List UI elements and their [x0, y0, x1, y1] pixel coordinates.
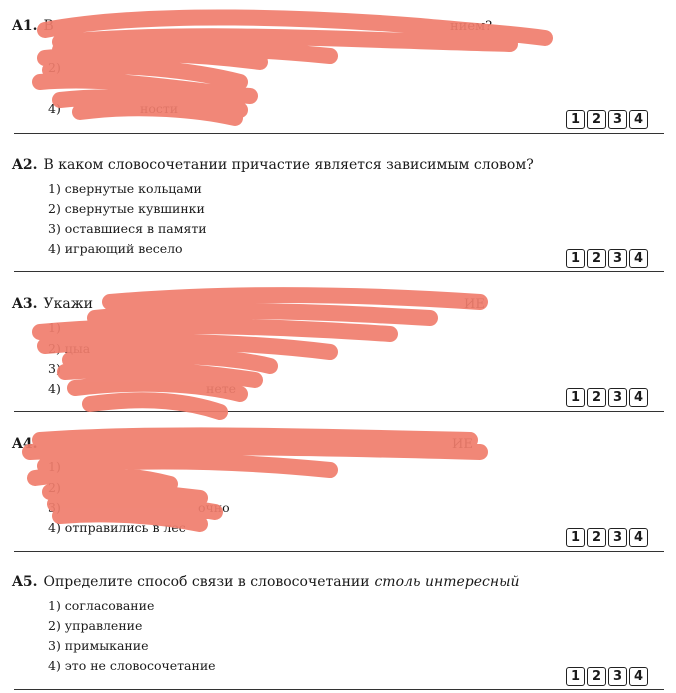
option-fragment: ности — [140, 101, 179, 116]
question-a4-header — [12, 436, 43, 452]
redaction-scribble-a4 — [30, 435, 480, 524]
option-4: 4) это не словосочетание — [48, 658, 216, 673]
option: 4) — [48, 381, 61, 396]
answer-box-1[interactable]: 1 — [566, 667, 585, 686]
option-3: 3) оставшиеся в памяти — [48, 221, 207, 236]
question-a1-header — [12, 18, 54, 34]
option: 3) — [48, 361, 61, 376]
option-1: 1) согласование — [48, 598, 155, 613]
option: 2) цыа — [48, 341, 91, 356]
answer-boxes-a1 — [566, 110, 648, 129]
question-number: A5. — [12, 574, 38, 590]
answer-boxes-a3 — [566, 388, 648, 407]
answer-boxes-a2 — [566, 249, 648, 268]
question-a3-header — [12, 296, 93, 312]
answer-boxes-a5 — [566, 667, 648, 686]
answer-box-4[interactable]: 4 — [629, 667, 648, 686]
option: 2) — [48, 480, 61, 495]
answer-box-4[interactable]: 4 — [629, 249, 648, 268]
answer-box-3[interactable]: 3 — [608, 249, 627, 268]
separator — [14, 271, 664, 272]
option-1: 1) свернутые кольцами — [48, 181, 202, 196]
question-number: A3. — [12, 296, 38, 312]
option: 4) — [48, 101, 61, 116]
answer-box-2[interactable]: 2 — [587, 388, 606, 407]
separator — [14, 551, 664, 552]
redaction-scribble-a3 — [40, 295, 480, 412]
answer-box-1[interactable]: 1 — [566, 388, 585, 407]
answer-box-4[interactable]: 4 — [629, 388, 648, 407]
answer-box-3[interactable]: 3 — [608, 110, 627, 129]
question-number: A4. — [12, 436, 38, 452]
option-fragment: очно — [198, 500, 230, 515]
separator — [14, 689, 664, 690]
question-a5-header — [12, 574, 520, 590]
question-text-end: нием? — [450, 19, 493, 34]
question-text-end: ИЕ — [464, 297, 485, 312]
answer-box-2[interactable]: 2 — [587, 249, 606, 268]
question-text: Укажи — [43, 296, 93, 312]
option: 1) — [48, 459, 61, 474]
answer-box-4[interactable]: 4 — [629, 528, 648, 547]
answer-box-1[interactable]: 1 — [566, 249, 585, 268]
answer-box-1[interactable]: 1 — [566, 110, 585, 129]
answer-box-1[interactable]: 1 — [566, 528, 585, 547]
option-3: 3) примыкание — [48, 638, 149, 653]
question-emphasis: столь интересный — [374, 574, 520, 590]
answer-box-3[interactable]: 3 — [608, 528, 627, 547]
answer-box-3[interactable]: 3 — [608, 388, 627, 407]
option: 4) отправились в лес — [48, 520, 186, 535]
answer-box-4[interactable]: 4 — [629, 110, 648, 129]
question-number: A1. — [12, 18, 38, 34]
question-text: В — [43, 18, 54, 34]
separator — [14, 411, 664, 412]
option-4: 4) играющий весело — [48, 241, 183, 256]
question-text: В каком словосочетании причастие является зависимым словом? — [43, 157, 534, 173]
answer-boxes-a4 — [566, 528, 648, 547]
option: 1) — [48, 320, 61, 335]
option-2: 2) свернутые кувшинки — [48, 201, 205, 216]
separator — [14, 133, 664, 134]
question-text: Определите способ связи в словосочетании — [43, 574, 370, 590]
option: 2) — [48, 60, 61, 75]
question-a2-header — [12, 157, 534, 173]
question-text-end: ИЕ — [452, 437, 473, 452]
option-fragment: нете — [206, 381, 237, 396]
answer-box-2[interactable]: 2 — [587, 528, 606, 547]
answer-box-2[interactable]: 2 — [587, 667, 606, 686]
answer-box-3[interactable]: 3 — [608, 667, 627, 686]
option-2: 2) управление — [48, 618, 143, 633]
option: 3) — [48, 500, 61, 515]
question-number: A2. — [12, 157, 38, 173]
answer-box-2[interactable]: 2 — [587, 110, 606, 129]
